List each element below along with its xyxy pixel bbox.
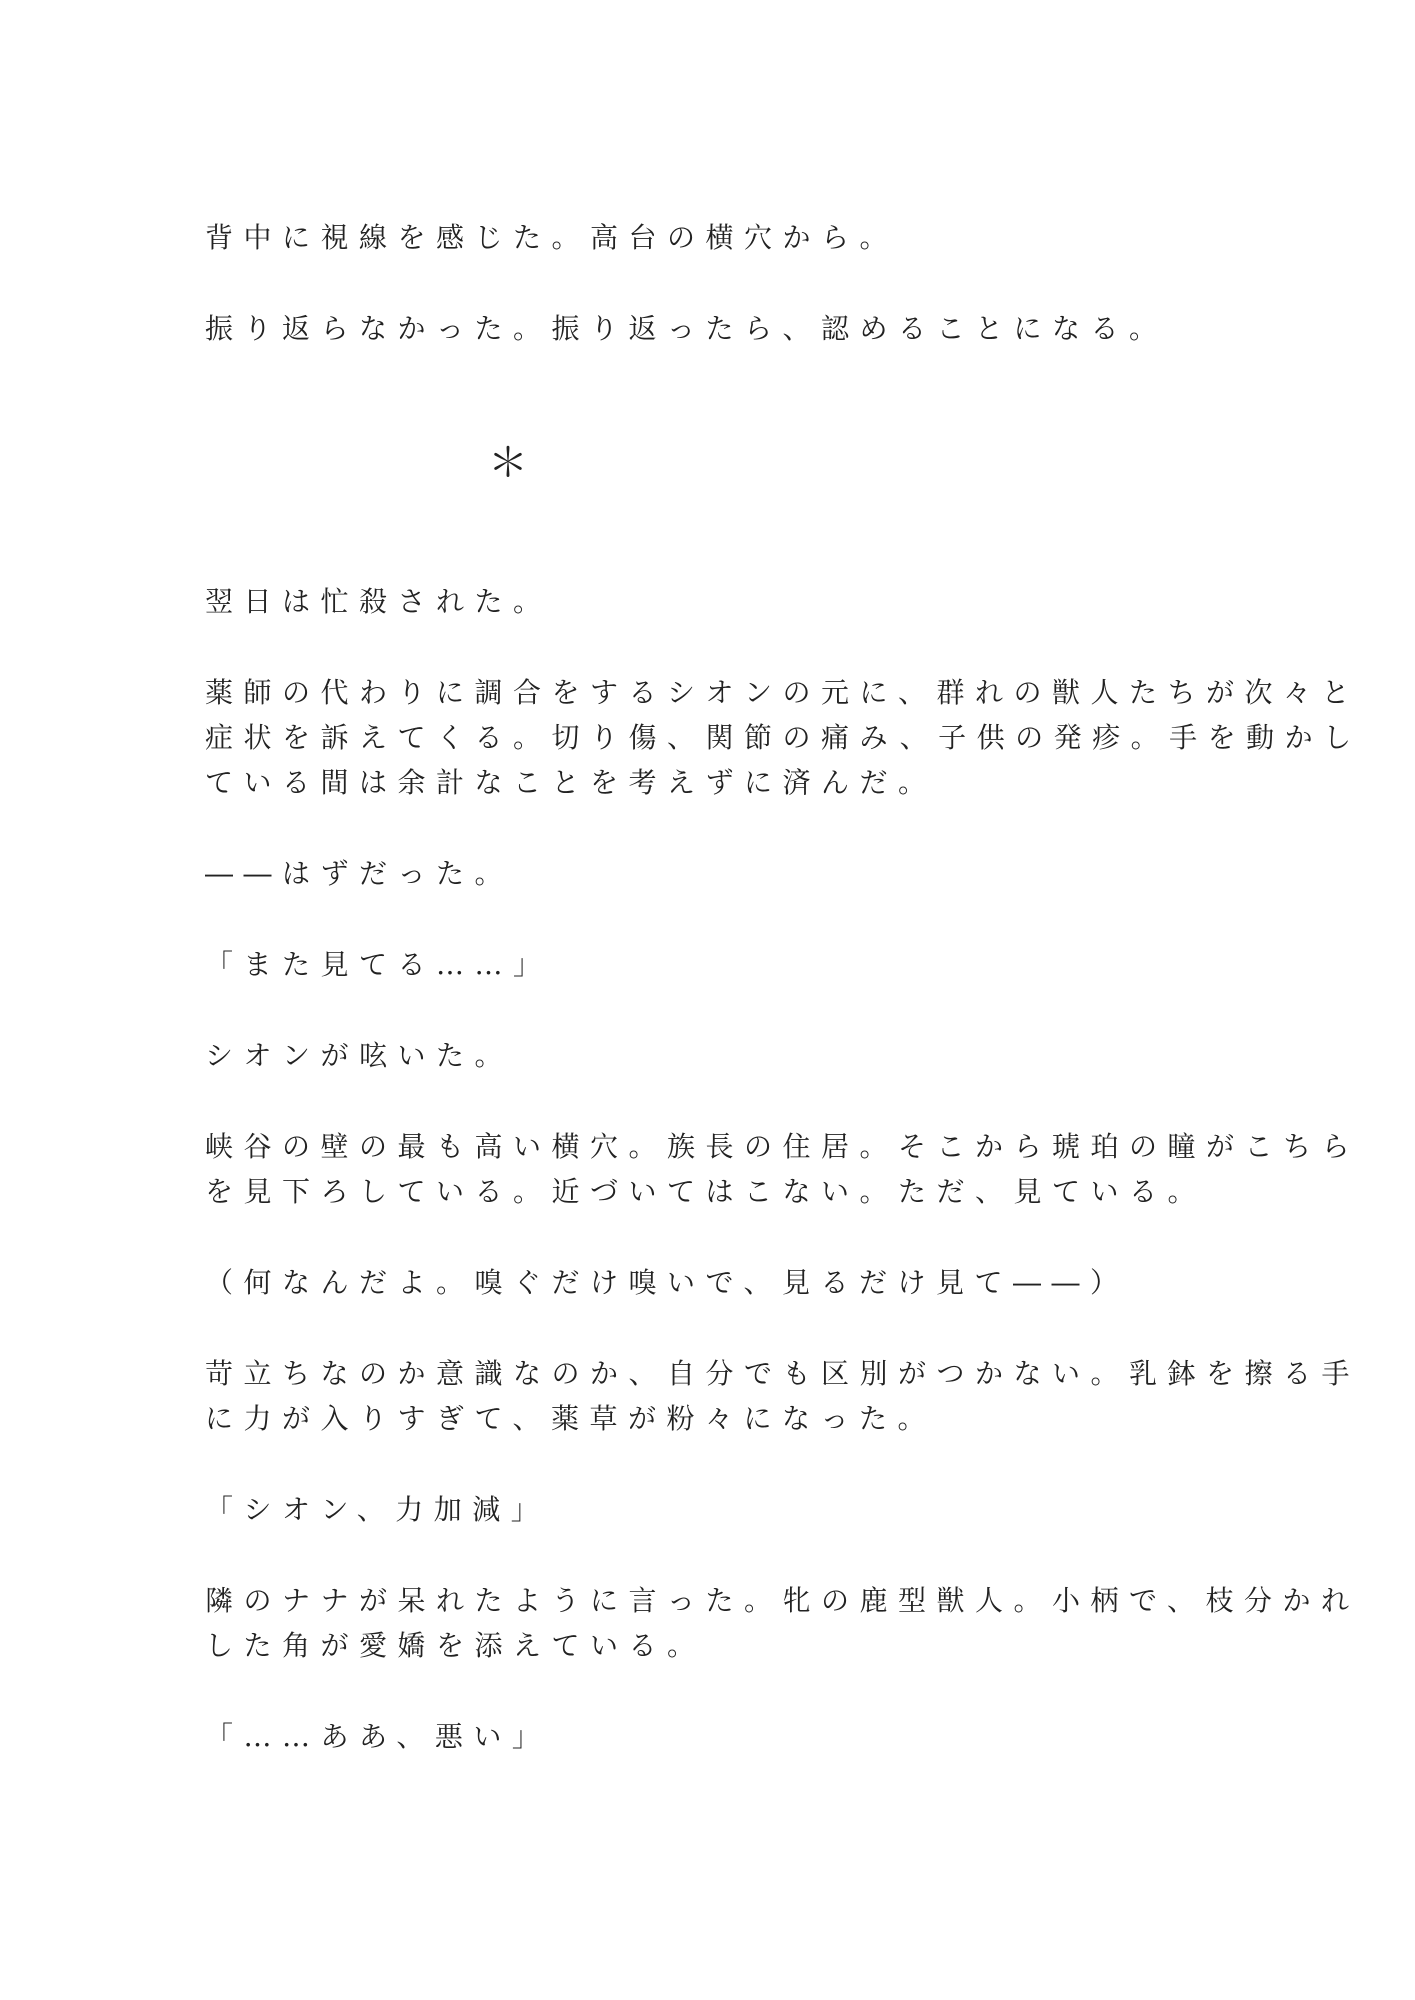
section-break: ＊ bbox=[488, 440, 528, 486]
text-line: 「……ああ、悪い」 bbox=[205, 1720, 551, 1753]
text-line: 振り返らなかった。振り返ったら、認めることになる。 bbox=[205, 312, 1168, 345]
text-line: 症状を訴えてくる。切り傷、関節の痛み、子供の発疹。手を動かし bbox=[205, 721, 1362, 754]
text-line: 隣のナナが呆れたように言った。牝の鹿型獣人。小柄で、枝分かれ bbox=[205, 1584, 1360, 1617]
text-line: した角が愛嬌を添えている。 bbox=[205, 1629, 706, 1662]
text-line: 翌日は忙殺された。 bbox=[205, 585, 552, 618]
text-line: 峡谷の壁の最も高い横穴。族長の住居。そこから琥珀の瞳がこちら bbox=[205, 1130, 1361, 1163]
text-line: 薬師の代わりに調合をするシオンの元に、群れの獣人たちが次々と bbox=[205, 676, 1361, 709]
text-line: 苛立ちなのか意識なのか、自分でも区別がつかない。乳鉢を擦る手 bbox=[205, 1357, 1361, 1390]
text-line: （何なんだよ。嗅ぐだけ嗅いで、見るだけ見て――） bbox=[205, 1266, 1129, 1299]
text-line: に力が入りすぎて、薬草が粉々になった。 bbox=[205, 1402, 936, 1435]
text-line: ている間は余計なことを考えずに済んだ。 bbox=[205, 766, 937, 799]
text-line: 「シオン、力加減」 bbox=[205, 1493, 550, 1526]
text-line: シオンが呟いた。 bbox=[205, 1039, 514, 1072]
text-line: 背中に視線を感じた。高台の横穴から。 bbox=[205, 221, 899, 254]
text-line: を見下ろしている。近づいてはこない。ただ、見ている。 bbox=[205, 1175, 1207, 1208]
text-line: ――はずだった。 bbox=[205, 857, 514, 890]
text-line: 「また見てる……」 bbox=[205, 948, 552, 981]
